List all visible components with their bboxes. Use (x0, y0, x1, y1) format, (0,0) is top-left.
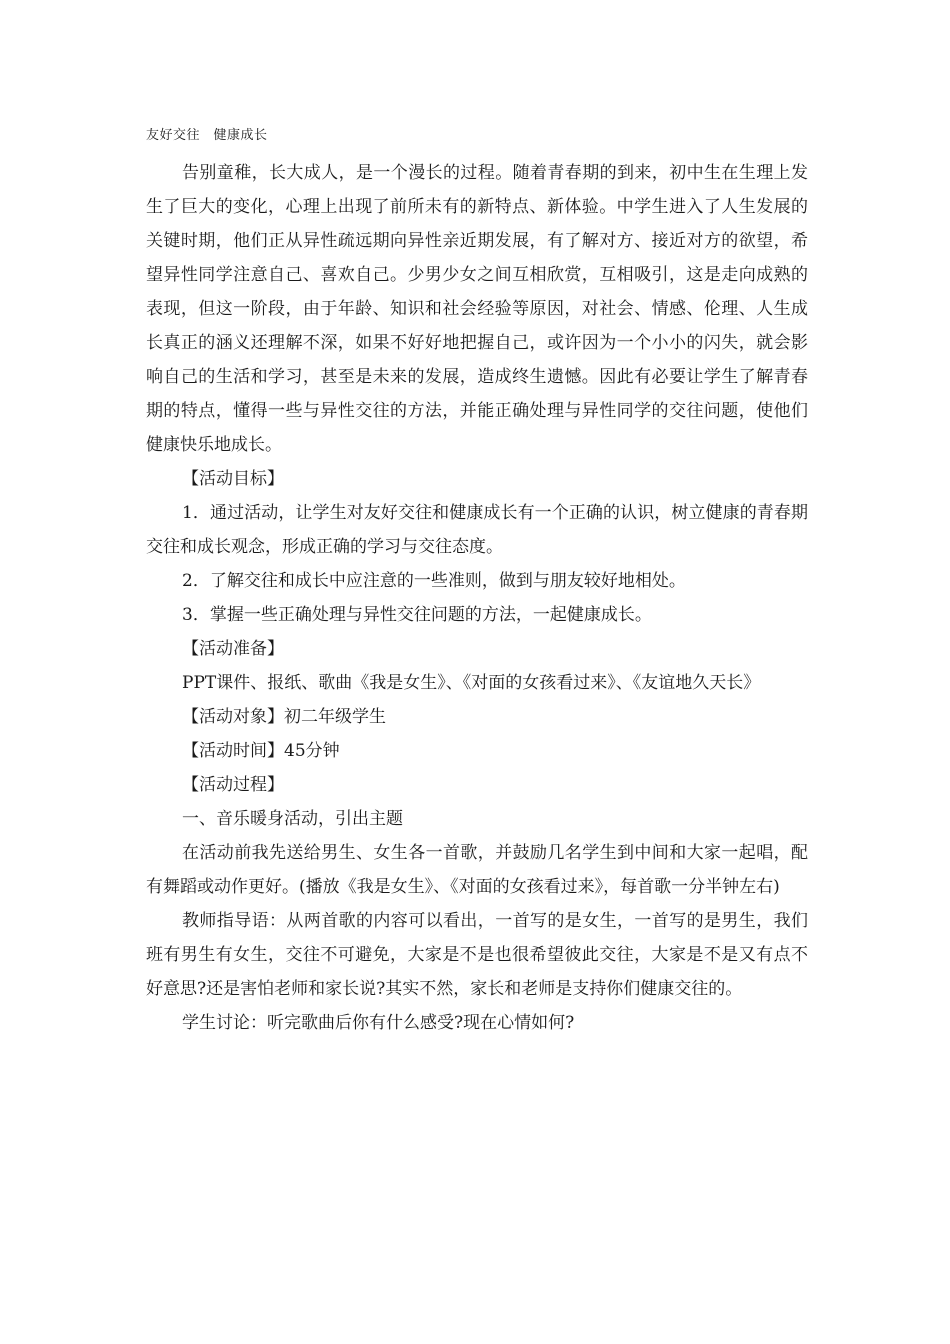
document-title: 友好交往 健康成长 (146, 128, 268, 143)
goal-item-1: 1．通过活动，让学生对友好交往和健康成长有一个正确的认识，树立健康的青春期交往和成长观念，形成正确的学习与交往态度。 (146, 503, 808, 557)
step-heading-1: 一、音乐暖身活动，引出主题 (182, 809, 403, 829)
activity-target: 【活动对象】初二年级学生 (182, 707, 386, 727)
document-body (146, 156, 808, 1040)
goal-item-3: 3．掌握一些正确处理与异性交往问题的方法，一起健康成长。 (182, 605, 652, 625)
section-heading-goals: 【活动目标】 (182, 469, 284, 489)
section-heading-process: 【活动过程】 (182, 775, 284, 795)
section-heading-preparation: 【活动准备】 (182, 639, 284, 659)
activity-time: 【活动时间】45分钟 (182, 741, 340, 761)
intro-paragraph: 告别童稚，长大成人，是一个漫长的过程。随着青春期的到来，初中生在生理上发生了巨大的变化，心理上出现了前所未有的新特点、新体验。中学生进入了人生发展的关键时期，他们正从异性疏远期向异性亲近期发展，有了解对方、接近对方的欲望，希望异性同学注意自己、喜欢自己。少男少女之间互相欣赏，互相吸引，这是走向成熟的表现，但这一阶段，由于年龄、知识和社会经验等原因，对社会、情感、伦理、人生成长真正的涵义还理解不深，如果不好好地把握自己，或许因为一个小小的闪失，就会影响自己的生活和学习，甚至是未来的发展，造成终生遗憾。因此有必要让学生了解青春期的特点，懂得一些与异性交往的方法，并能正确处理与异性同学的交往问题，使他们健康快乐地成长。 (146, 163, 808, 455)
student-discussion: 学生讨论：听完歌曲后你有什么感受?现在心情如何? (182, 1013, 575, 1033)
goal-item-2: 2．了解交往和成长中应注意的一些准则，做到与朋友较好地相处。 (182, 571, 686, 591)
teacher-guidance: 教师指导语：从两首歌的内容可以看出，一首写的是女生，一首写的是男生，我们班有男生有女生，交往不可避免，大家是不是也很希望彼此交往，大家是不是又有点不好意思?还是害怕老师和家长说?其实不然，家长和老师是支持你们健康交往的。 (146, 911, 808, 999)
preparation-text: PPT课件、报纸、歌曲《我是女生》、《对面的女孩看过来》、《友谊地久天长》 (182, 673, 761, 693)
step-1-description: 在活动前我先送给男生、女生各一首歌，并鼓励几名学生到中间和大家一起唱，配有舞蹈或动作更好。(播放《我是女生》、《对面的女孩看过来》，每首歌一分半钟左右) (146, 843, 808, 897)
